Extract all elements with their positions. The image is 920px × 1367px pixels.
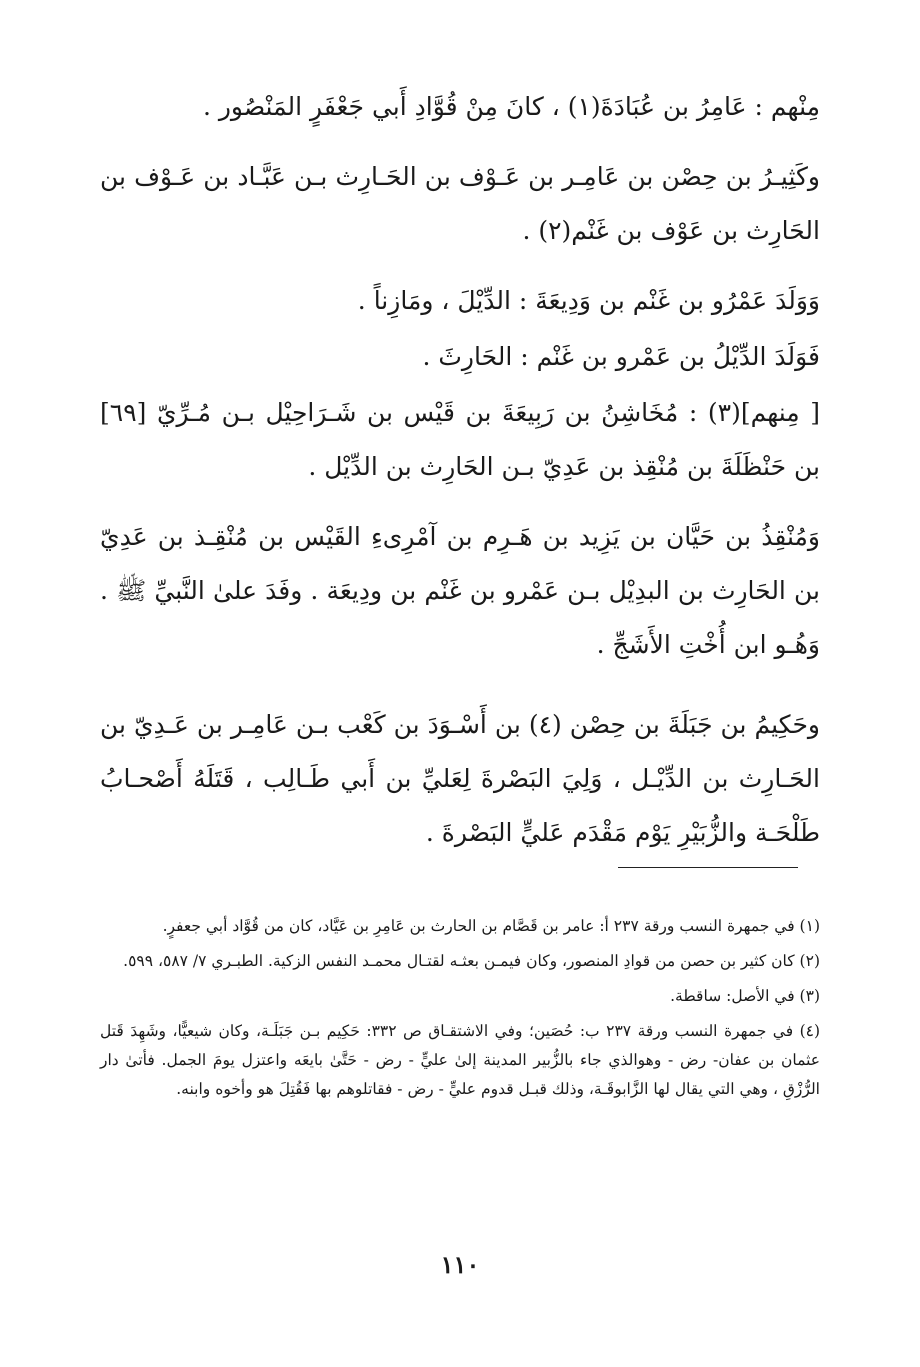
footnote-3: (٣) في الأصل: ساقطة. xyxy=(670,987,820,1005)
main-text xyxy=(100,80,820,860)
paragraph-1: مِنْهم : عَامِرُ بن عُبَادَةَ(١) ، كانَ مِنْ قُوَّادِ أَبي جَعْفَرٍ المَنْصُور . xyxy=(202,92,820,121)
paragraph-2: وكَثِيـرُ بن حِصْن بن عَامِـر بن عَـوْف بن الحَـارِث بـن عَبَّـاد بن عَـوْف بن الحَارِث بن عَوْف بن غَنْم(٢) . xyxy=(100,162,820,245)
paragraph-6: وَمُنْقِذُ بن حَيَّان بن يَزِيد بن هَـرِم بن آمْرِىءِ القَيْس بن مُنْقِـذ بن عَدِيّ بن الحَارِث بن البدِيْل بـن عَمْرو بن غَنْم بن ودِيعَة . وفَدَ علىٰ النَّبيِّ ﷺ . وَهُـو ابن أُخْتِ الأَشَجِّ . xyxy=(100,522,820,659)
footnote-4: (٤) في جمهرة النسب ورقة ٢٣٧ ب: حُصَين؛ وفي الاشتقـاق ص ٣٣٢: حَكِيم بـن جَبَلَـة، وكان شيعيًّا، وشَهِدَ قَتل عثمان بن عفان- رض - وهوالذي جاء بالزُّبير المدينة إلىٰ عليٍّ - رض - حَتَّىٰ بايعَه واعتزل يومَ الجمل. فأتىٰ دار الرُّزْقِ ، وهي التي يقال لها الزَّابوقَـة، وذلك قبـل قدوم عليٍّ - رض - فقاتلوهم بها فَقُتِلَ هو وأخوه وابنه. xyxy=(100,1022,821,1098)
footnotes xyxy=(100,912,820,1110)
footnote-2: (٢) كان كثير بن حصن من قوادِ المنصور، وكان فيمـن بعثـه لقتـال محمـد النفس الزكية. الطبـري ٧/ ٥٨٧، ٥٩٩. xyxy=(123,952,820,970)
footnote-separator xyxy=(618,867,798,868)
footnote-1: (١) في جمهرة النسب ورقة ٢٣٧ أ: عامر بن قَصَّام بن الحارث بن عَامِرِ بن عَيَّاد، كان من قُوَّاد أبي جعفرٍ. xyxy=(162,917,820,935)
paragraph-3: وَوَلَدَ عَمْرُو بن غَنْم بن وَدِيعَةَ : الدِّيْلَ ، ومَازِناً . xyxy=(357,286,820,315)
paragraph-4: فَوَلَدَ الدِّيْلُ بن عَمْرو بن غَنْم : الحَارِثَ . xyxy=(422,342,820,371)
paragraph-7: وحَكِيمُ بن جَبَلَةَ بن حِصْن (٤) بن أَسْـوَدَ بن كَعْب بـن عَامِـر بن عَـدِيّ بن الحَـارِث بن الدِّيْـل ، وَلِيَ البَصْرةَ لِعَليِّ بن أَبي طَـالِب ، قَتَلَهُ أَصْحـابُ طَلْحَـة والزُّبَيْرِ يَوْم مَقْدَم عَليٍّ البَصْرةَ . xyxy=(100,710,820,847)
paragraph-5: [ مِنهم](٣) : مُخَاشِنُ بن رَبِيعَةَ بن قَيْس بن شَـرَاحِيْل بـن مُـرِّيّ [٦٩] بن حَنْظَلَةَ بن مُنْقِذ بن عَدِيّ بـن الحَارِث بن الدِّيْل . xyxy=(100,398,820,481)
page-number: ١١٠ xyxy=(440,1250,480,1279)
